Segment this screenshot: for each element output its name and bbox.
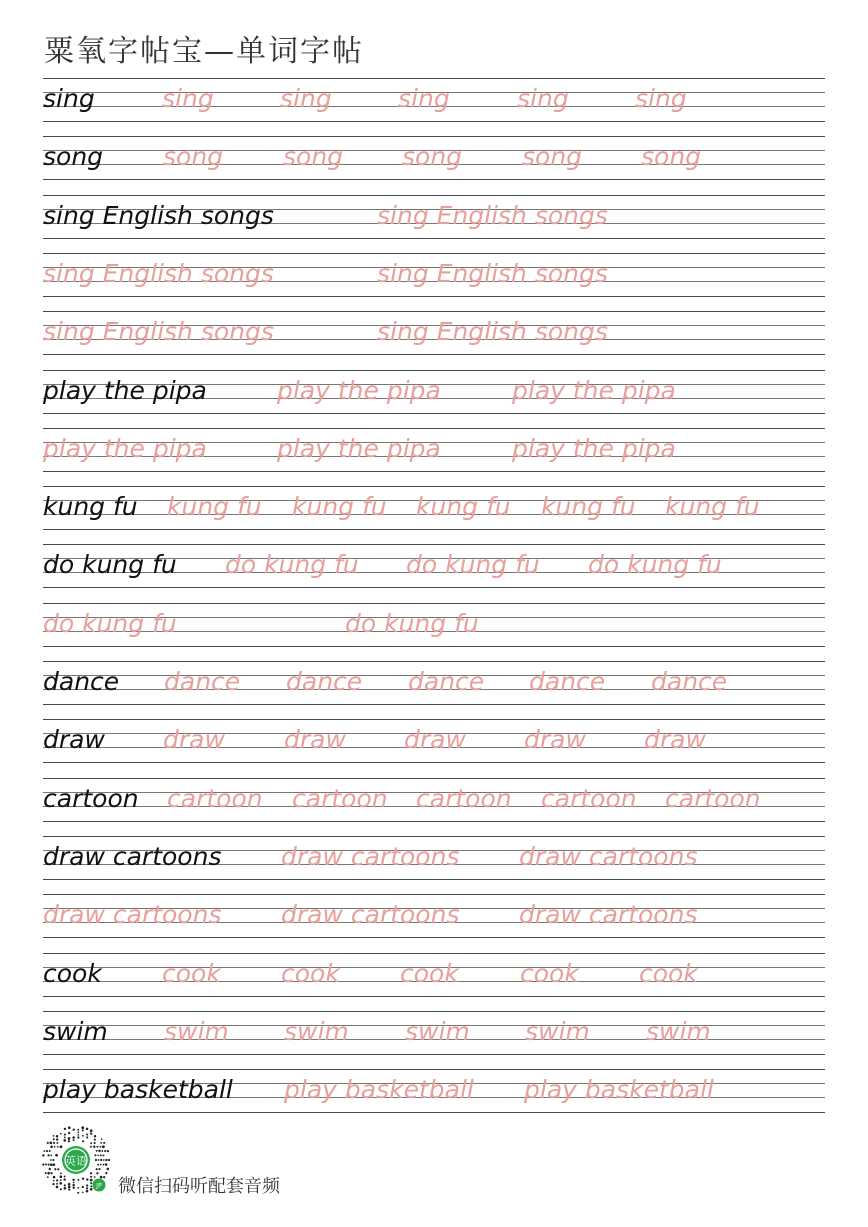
model-word: play the pipa xyxy=(43,375,207,405)
trace-word: cartoon xyxy=(541,783,637,813)
trace-word: cartoon xyxy=(416,783,512,813)
guide-line xyxy=(43,603,825,604)
trace-word: sing English songs xyxy=(43,258,274,288)
guide-line xyxy=(43,296,825,297)
practice-row xyxy=(43,836,825,894)
guide-line xyxy=(43,762,825,763)
guide-line xyxy=(43,195,825,196)
guide-line xyxy=(43,996,825,997)
page-title: 粟氧字帖宝—单词字帖 xyxy=(44,34,364,69)
guide-line xyxy=(43,136,825,137)
trace-word: sing English songs xyxy=(377,258,608,288)
trace-word: sing xyxy=(280,84,332,113)
trace-word: cook xyxy=(162,958,221,988)
trace-word: song xyxy=(522,142,583,172)
model-word: swim xyxy=(43,1016,108,1046)
guide-line xyxy=(43,238,825,239)
footer-caption: 微信扫码听配套音频 xyxy=(118,1176,280,1197)
guide-line xyxy=(43,78,825,79)
trace-word: swim xyxy=(405,1016,470,1046)
trace-word: sing xyxy=(635,84,687,113)
practice-row xyxy=(43,253,825,311)
trace-word: kung fu xyxy=(665,492,760,522)
model-word: draw xyxy=(43,725,105,755)
trace-word: kung fu xyxy=(416,492,511,522)
qr-code-icon[interactable] xyxy=(40,1126,112,1198)
trace-word: swim xyxy=(284,1016,349,1046)
guide-line xyxy=(43,836,825,837)
trace-word: play the pipa xyxy=(43,433,207,463)
practice-row xyxy=(43,544,825,602)
trace-word: kung fu xyxy=(541,492,636,522)
guide-line xyxy=(43,354,825,355)
practice-row xyxy=(43,78,825,136)
qr-badge-text: 英语 xyxy=(65,1154,87,1168)
practice-row xyxy=(43,894,825,952)
trace-word: cartoon xyxy=(292,783,388,813)
model-word: draw cartoons xyxy=(43,841,222,871)
trace-word: cook xyxy=(400,958,459,988)
trace-word: draw xyxy=(524,725,586,755)
trace-word: kung fu xyxy=(167,492,262,522)
practice-row xyxy=(43,136,825,194)
trace-word: dance xyxy=(529,667,606,696)
trace-word: do kung fu xyxy=(225,550,359,580)
practice-row xyxy=(43,778,825,836)
guide-line xyxy=(43,1011,825,1012)
practice-row xyxy=(43,1011,825,1069)
guide-line xyxy=(43,953,825,954)
trace-word: sing xyxy=(162,84,214,113)
trace-word: dance xyxy=(651,667,728,696)
trace-word: do kung fu xyxy=(588,550,722,580)
trace-word: cartoon xyxy=(167,783,263,813)
guide-line xyxy=(43,879,825,880)
guide-line xyxy=(43,486,825,487)
trace-word: draw xyxy=(644,725,706,755)
model-word: sing English songs xyxy=(43,200,274,230)
trace-word: play the pipa xyxy=(512,433,676,463)
trace-word: draw cartoons xyxy=(281,841,460,871)
guide-line xyxy=(43,661,825,662)
trace-word: cartoon xyxy=(665,783,761,813)
trace-word: song xyxy=(402,142,463,172)
trace-word: draw cartoons xyxy=(281,900,460,930)
practice-row xyxy=(43,603,825,661)
trace-word: dance xyxy=(286,667,363,696)
model-word: play basketball xyxy=(43,1075,233,1105)
guide-line xyxy=(43,413,825,414)
guide-line xyxy=(43,821,825,822)
model-word: song xyxy=(43,142,104,172)
trace-word: draw xyxy=(404,725,466,755)
guide-line xyxy=(43,311,825,312)
trace-word: song xyxy=(163,142,224,172)
model-word: dance xyxy=(43,667,120,696)
practice-row xyxy=(43,428,825,486)
model-word: cook xyxy=(43,958,102,988)
guide-line xyxy=(43,778,825,779)
guide-line xyxy=(43,529,825,530)
model-word: sing xyxy=(43,84,95,113)
trace-word: play basketball xyxy=(284,1075,474,1105)
trace-word: draw cartoons xyxy=(519,841,698,871)
guide-line xyxy=(43,1054,825,1055)
trace-word: draw xyxy=(163,725,225,755)
trace-word: kung fu xyxy=(292,492,387,522)
trace-word: dance xyxy=(164,667,241,696)
trace-word: dance xyxy=(408,667,485,696)
trace-word: swim xyxy=(646,1016,711,1046)
trace-word: song xyxy=(641,142,702,172)
trace-word: sing English songs xyxy=(43,317,274,347)
trace-word: swim xyxy=(164,1016,229,1046)
trace-word: draw cartoons xyxy=(43,900,222,930)
guide-line xyxy=(43,544,825,545)
guide-line xyxy=(43,719,825,720)
guide-line xyxy=(43,1069,825,1070)
trace-word: cook xyxy=(639,958,698,988)
practice-row xyxy=(43,953,825,1011)
trace-word: sing xyxy=(517,84,569,113)
trace-word: song xyxy=(283,142,344,172)
practice-row xyxy=(43,661,825,719)
trace-word: sing English songs xyxy=(377,200,608,230)
trace-word: play the pipa xyxy=(277,433,441,463)
trace-word: cook xyxy=(281,958,340,988)
trace-word: play the pipa xyxy=(277,375,441,405)
guide-line xyxy=(43,937,825,938)
practice-row xyxy=(43,1069,825,1127)
footer xyxy=(40,1126,440,1200)
trace-word: draw cartoons xyxy=(519,900,698,930)
practice-row xyxy=(43,370,825,428)
practice-row xyxy=(43,486,825,544)
trace-word: play the pipa xyxy=(512,375,676,405)
guide-line xyxy=(43,370,825,371)
guide-line xyxy=(43,253,825,254)
model-word: cartoon xyxy=(43,783,139,813)
trace-word: sing English songs xyxy=(377,317,608,347)
guide-line xyxy=(43,646,825,647)
trace-word: do kung fu xyxy=(345,608,479,638)
guide-line xyxy=(43,179,825,180)
guide-line xyxy=(43,428,825,429)
trace-word: cook xyxy=(520,958,579,988)
practice-row xyxy=(43,195,825,253)
trace-word: swim xyxy=(525,1016,590,1046)
practice-row xyxy=(43,719,825,777)
guide-line xyxy=(43,587,825,588)
guide-line xyxy=(43,121,825,122)
practice-row xyxy=(43,311,825,369)
guide-line xyxy=(43,1112,825,1113)
guide-line xyxy=(43,471,825,472)
guide-line xyxy=(43,704,825,705)
trace-word: do kung fu xyxy=(406,550,540,580)
model-word: kung fu xyxy=(43,492,138,522)
trace-word: draw xyxy=(284,725,346,755)
trace-word: play basketball xyxy=(524,1075,714,1105)
trace-word: do kung fu xyxy=(43,608,177,638)
model-word: do kung fu xyxy=(43,550,177,580)
trace-word: sing xyxy=(398,84,450,113)
qr-badge-sub: JP xyxy=(96,1182,102,1190)
guide-line xyxy=(43,894,825,895)
